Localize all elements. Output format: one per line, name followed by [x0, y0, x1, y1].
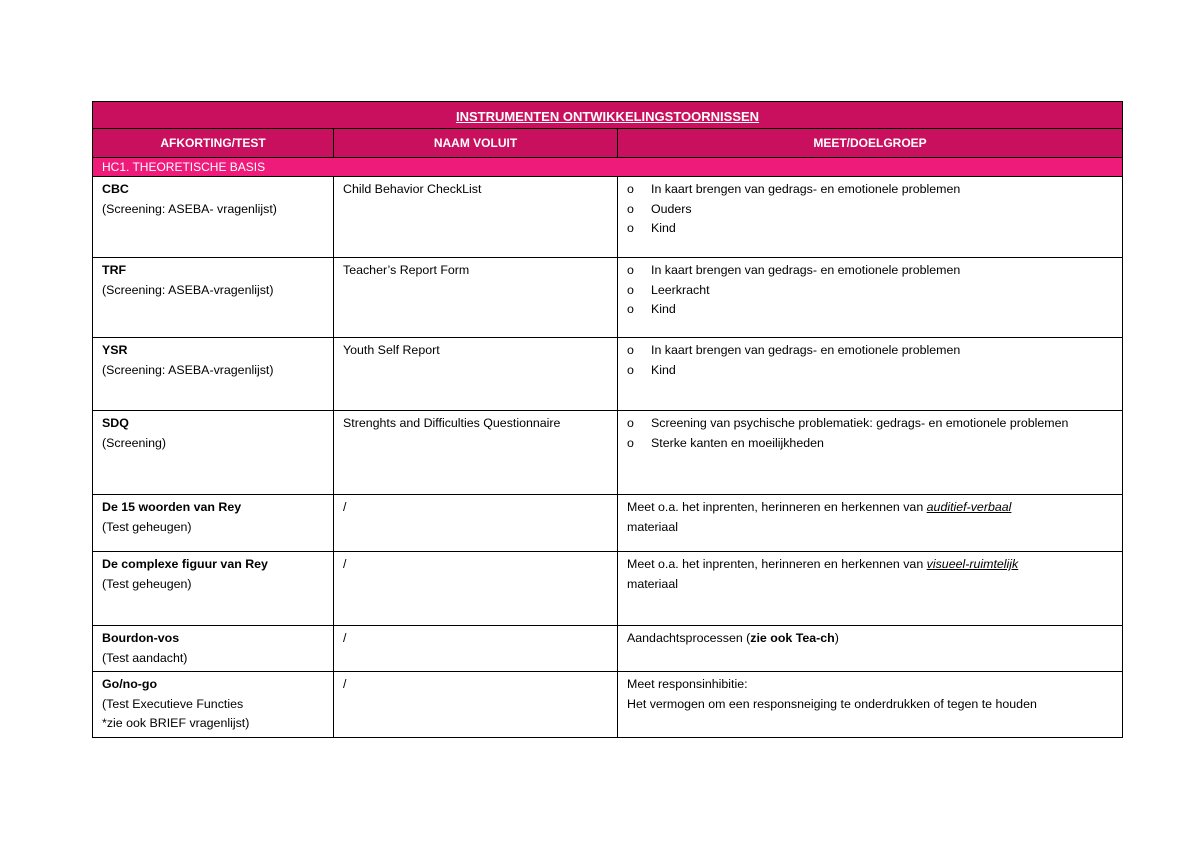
target-cell [618, 672, 1123, 738]
test-cell [93, 672, 334, 738]
list-item [627, 434, 1116, 454]
bullet-marker: o [627, 201, 634, 216]
test-name: Bourdon-vos [102, 631, 180, 645]
table-row [93, 626, 1123, 672]
bullet-marker: o [627, 182, 634, 196]
table-row [93, 552, 1123, 626]
target-cell [618, 626, 1123, 672]
table-row [93, 338, 1123, 411]
list-item [627, 261, 1116, 281]
bullet-text: In kaart brengen van gedrags- en emotionele problemen [651, 343, 961, 357]
title-row [93, 102, 1123, 129]
description-text-end: ) [834, 631, 839, 645]
test-name: CBC [102, 182, 129, 196]
target-cell [618, 495, 1123, 552]
target-cell [618, 338, 1123, 411]
list-item [627, 341, 1116, 361]
bullet-text: Kind [651, 362, 676, 377]
test-cell [93, 258, 334, 338]
test-type: (Screening: ASEBA-vragenlijst) [102, 362, 274, 377]
test-cell [93, 411, 334, 495]
table-row [93, 258, 1123, 338]
bullet-marker: o [627, 263, 634, 277]
bullet-text: Leerkracht [651, 282, 710, 297]
full-name-cell: Strenghts and Difficulties Questionnaire [334, 411, 618, 495]
target-cell [618, 552, 1123, 626]
test-name: Go/no-go [102, 677, 158, 691]
description-heading: Meet responsinhibitie: [627, 677, 748, 691]
table-row [93, 177, 1123, 258]
header-row [93, 129, 1123, 158]
full-name-cell: Youth Self Report [334, 338, 618, 411]
test-type: (Screening: ASEBA- vragenlijst) [102, 201, 277, 216]
column-header-name: NAAM VOLUIT [334, 129, 618, 158]
bullet-list [627, 261, 1116, 320]
bullet-list [627, 341, 1116, 380]
bullet-list [627, 414, 1116, 453]
list-item [627, 219, 1116, 239]
bullet-marker: o [627, 221, 634, 235]
test-type: (Test geheugen) [102, 519, 192, 534]
column-header-test: AFKORTING/TEST [93, 129, 334, 158]
test-type: (Test geheugen) [102, 576, 192, 591]
table-row [93, 495, 1123, 552]
test-note: *zie ook BRIEF vragenlijst) [102, 716, 250, 730]
test-name: YSR [102, 343, 128, 357]
bullet-marker: o [627, 282, 634, 297]
column-header-target: MEET/DOELGROEP [618, 129, 1123, 158]
bullet-text: Sterke kanten en moeilijkheden [651, 435, 824, 450]
list-item [627, 300, 1116, 320]
test-type: (Screening: ASEBA-vragenlijst) [102, 282, 274, 297]
test-name: De complexe figuur van Rey [102, 557, 268, 571]
test-cell [93, 626, 334, 672]
full-name-cell: / [334, 672, 618, 738]
table-row [93, 411, 1123, 495]
test-name: SDQ [102, 416, 129, 430]
list-item [627, 180, 1116, 200]
description-emphasis: auditief-verbaal [926, 500, 1012, 514]
description-text-end: materiaal [627, 576, 678, 591]
target-cell [618, 411, 1123, 495]
full-name-cell: / [334, 626, 618, 672]
bullet-text: In kaart brengen van gedrags- en emotionele problemen [651, 263, 961, 277]
list-item [627, 361, 1116, 381]
section-label: HC1. THEORETISCHE BASIS [93, 158, 1123, 177]
table-title: INSTRUMENTEN ONTWIKKELINGSTOORNISSEN [93, 102, 1123, 129]
description-emphasis: visueel-ruimtelijk [926, 557, 1019, 571]
description-text: Meet o.a. het inprenten, herinneren en herkennen van [627, 500, 927, 514]
description-text: Meet o.a. het inprenten, herinneren en herkennen van [627, 557, 927, 571]
full-name-cell: / [334, 552, 618, 626]
test-name: TRF [102, 263, 127, 277]
test-cell [93, 495, 334, 552]
bullet-text: Kind [651, 302, 676, 316]
bullet-list [627, 180, 1116, 239]
target-cell [618, 258, 1123, 338]
test-type: (Test Executieve Functies [102, 696, 244, 711]
bullet-text: Screening van psychische problematiek: gedrags- en emotionele problemen [651, 416, 1069, 430]
description-text: Het vermogen om een responsneiging te onderdrukken of tegen te houden [627, 696, 1037, 711]
table-row [93, 672, 1123, 738]
full-name-cell: / [334, 495, 618, 552]
list-item [627, 200, 1116, 220]
test-cell [93, 177, 334, 258]
bullet-marker: o [627, 302, 634, 316]
description-bold: zie ook Tea-ch [750, 631, 835, 645]
bullet-text: Ouders [651, 201, 692, 216]
description-text: Aandachtsprocessen ( [627, 631, 751, 645]
full-name-cell: Child Behavior CheckList [334, 177, 618, 258]
full-name-cell: Teacher’s Report Form [334, 258, 618, 338]
bullet-marker: o [627, 343, 634, 357]
list-item [627, 414, 1116, 434]
test-type: (Test aandacht) [102, 650, 188, 665]
section-row [93, 158, 1123, 177]
bullet-text: Kind [651, 221, 676, 235]
bullet-marker: o [627, 435, 634, 450]
test-name: De 15 woorden van Rey [102, 500, 242, 514]
target-cell [618, 177, 1123, 258]
instruments-table [92, 101, 1123, 738]
test-type: (Screening) [102, 435, 167, 450]
bullet-text: In kaart brengen van gedrags- en emotionele problemen [651, 182, 961, 196]
bullet-marker: o [627, 416, 634, 430]
test-cell [93, 338, 334, 411]
test-cell [93, 552, 334, 626]
list-item [627, 281, 1116, 301]
bullet-marker: o [627, 362, 634, 377]
description-text-end: materiaal [627, 519, 678, 534]
